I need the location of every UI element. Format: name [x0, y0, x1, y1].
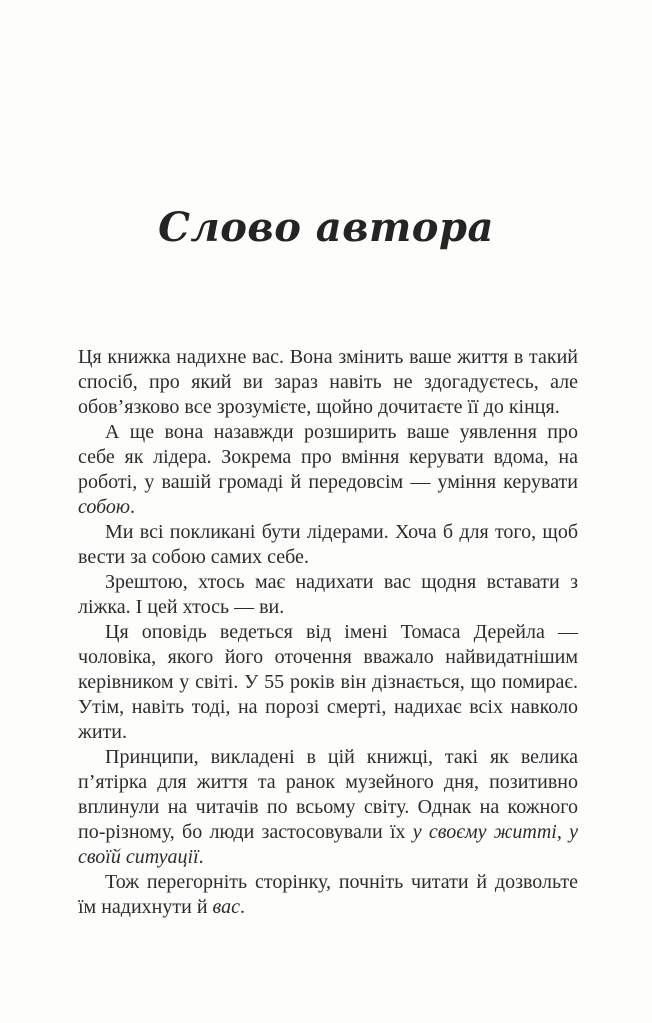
text-segment: . [239, 896, 245, 918]
text-segment: А ще вона назавжди розширить ваше уявлення про себе як лідера. Зокрема про вміння керувати вдома, на роботі, у вашій громаді й передовсім — уміння керувати [78, 421, 578, 493]
paragraph [78, 745, 578, 870]
chapter-title: Слово автора [158, 204, 494, 251]
paragraph [78, 520, 578, 570]
body-text [78, 345, 578, 920]
text-segment: Тож перегорніть сторінку, почніть читати й дозвольте їм надихнути й [78, 871, 578, 918]
text-segment: Ця книжка надихне вас. Вона змінить ваше життя в такий спосіб, про який ви зараз навіть не здогадуєтесь, але обов’язково все зрозумієте, щойно дочитаєте її до кінця. [78, 346, 578, 418]
paragraph [78, 870, 578, 920]
paragraph [78, 420, 578, 520]
text-segment: Ми всі покликані бути лідерами. Хоча б для того, щоб вести за собою самих себе. [78, 521, 578, 568]
text-segment: . [130, 496, 136, 518]
paragraph [78, 345, 578, 420]
paragraph [78, 620, 578, 745]
italic-text-segment: собою [78, 496, 131, 518]
text-segment: . [198, 846, 204, 868]
italic-text-segment: у своєму житті, у своїй ситуації [78, 821, 578, 868]
text-segment: Принципи, викладені в цій книжці, такі як велика п’ятірка для життя та ранок музейного дня, позитивно вплинули на читачів по всьому світу. Однак на кожного по-різному, бо люди застосовували їх [78, 746, 578, 843]
text-segment: Зрештою, хтось має надихати вас щодня вставати з ліжка. І цей хтось — ви. [78, 571, 578, 618]
italic-text-segment: вас [212, 896, 240, 918]
paragraph [78, 570, 578, 620]
text-segment: Ця оповідь ведеться від імені Томаса Дерейла — чоловіка, якого його оточення вважало найвидатнішим керівником у світі. У 55 років він дізнається, що помирає. Утім, навіть тоді, на порозі смерті, надихає всіх навколо жити. [78, 621, 578, 743]
